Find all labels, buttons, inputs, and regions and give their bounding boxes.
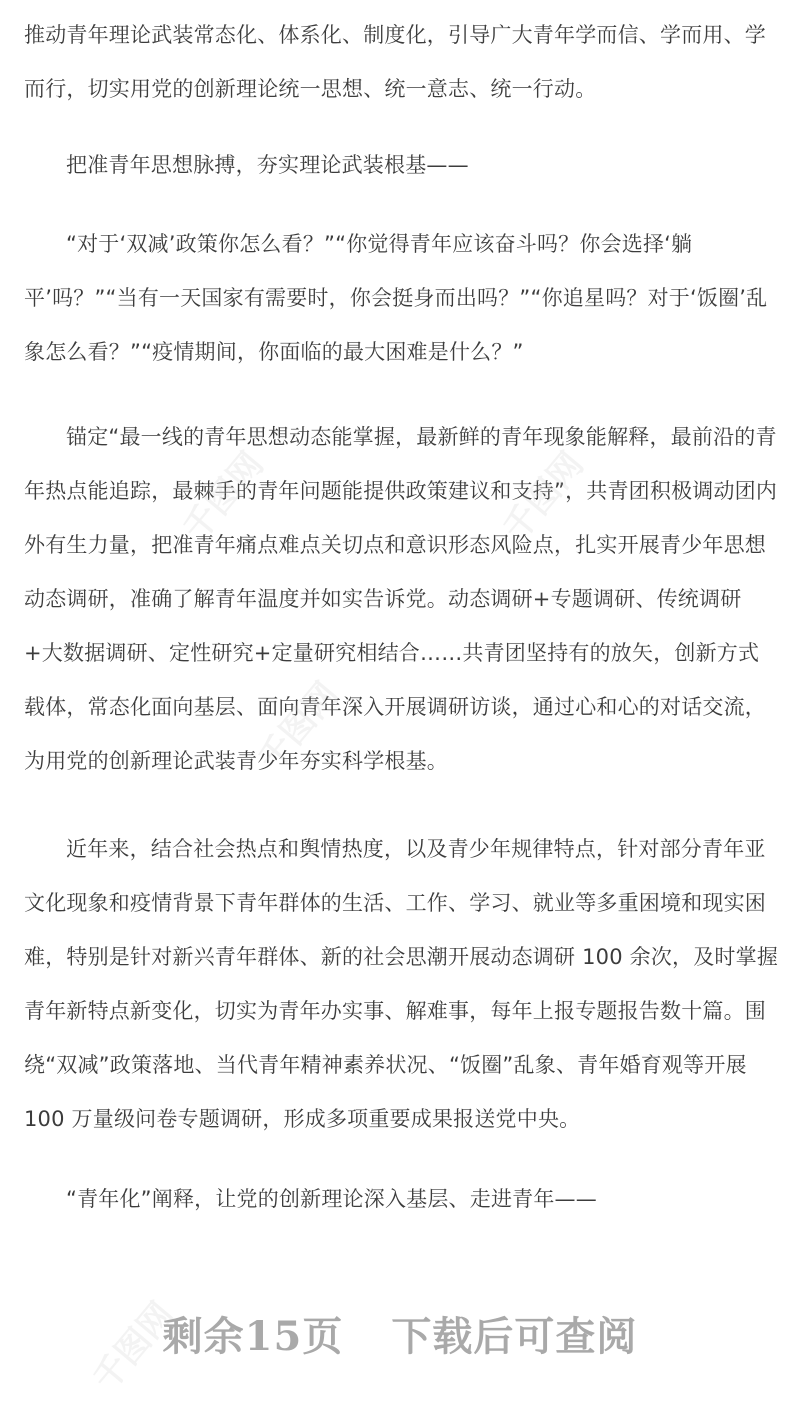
paragraph-2-heading: 把准青年思想脉搏，夯实理论武装根基—— (66, 153, 469, 177)
paragraph-4: 锚定“最一线的青年思想动态能掌握，最新鲜的青年现象能解释，最前沿的青年热点能追踪，最棘手的青年问题能提供政策建议和支持”，共青团积极调动团内外有生力量，把准青年痛点难点关切点和意识形态风险点，扎实开展青少年思想动态调研，准确了解青年温度并如实告诉党。动态调研+专题调研、传统调研+大数据调研、定性研究+定量研究相结合……共青团坚持有的放矢，创新方式载体，常态化面向基层、面向青年深入开展调研访谈，通过心和心的对话交流，为用党的创新理论武装青少年夯实科学根基。 (24, 425, 778, 773)
paragraph-6-heading: “青年化”阐释，让党的创新理论深入基层、走进青年—— (66, 1187, 597, 1211)
watermark-logo: 千图网 (495, 444, 592, 549)
download-to-view-text[interactable]: 下载后可查阅 (391, 1313, 638, 1360)
watermark-logo: 千图网 (85, 1294, 182, 1399)
remaining-pages-text: 剩余15页 (162, 1313, 344, 1360)
watermark-logo: 千图网 (250, 674, 347, 779)
download-prompt-banner[interactable] (0, 1305, 800, 1362)
paragraph-3-questions: “对于‘双减’政策你怎么看？”“你觉得青年应该奋斗吗？你会选择‘躺平’吗？”“当有一天国家有需要时，你会挺身而出吗？”“你追星吗？对于‘饭圈’乱象怎么看？”“疫情期间，你面临的最大困难是什么？” (24, 232, 768, 364)
paragraph-5: 近年来，结合社会热点和舆情热度，以及青少年规律特点，针对部分青年亚文化现象和疫情背景下青年群体的生活、工作、学习、就业等多重困境和现实困难，特别是针对新兴青年群体、新的社会思潮开展动态调研 100 余次，及时掌握青年新特点新变化，切实为青年办实事、解难事，每年上报专题报告数十篇。围绕“双减”政策落地、当代青年精神素养状况、“饭圈”乱象、青年婚育观等开展 100 万量级问卷专题调研，形成多项重要成果报送党中央。 (24, 837, 779, 1131)
watermark-logo: 千图网 (175, 444, 272, 549)
paragraph-1: 推动青年理论武装常态化、体系化、制度化，引导广大青年学而信、学而用、学而行，切实用党的创新理论统一思想、统一意志、统一行动。 (24, 23, 766, 101)
